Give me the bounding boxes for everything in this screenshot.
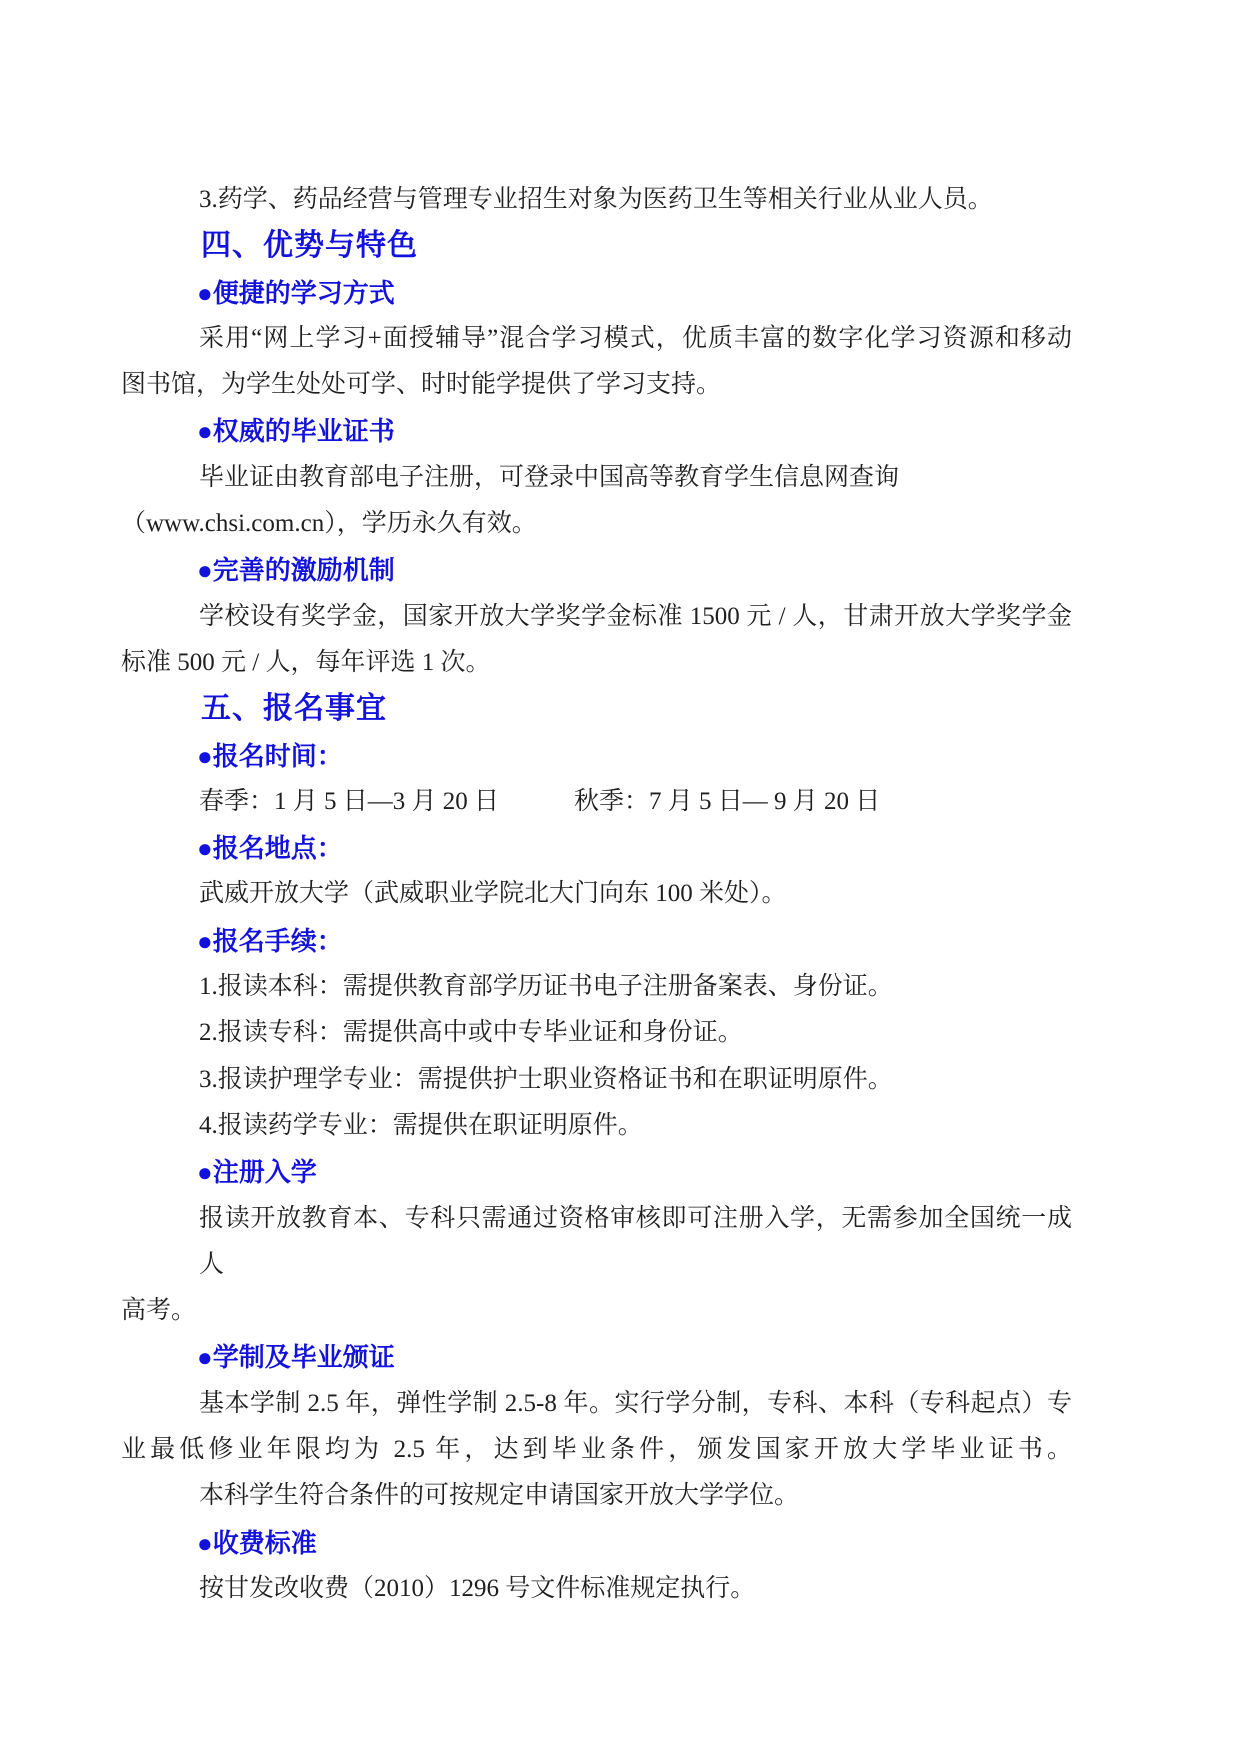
body-line-schooling-1: 基本学制 2.5 年，弹性学制 2.5-8 年。实行学分制，专科、本科（专科起点）专 [199,1389,1072,1417]
body-line-procedure-3: 3.报读护理学专业：需提供护士职业资格证书和在职证明原件。 [199,1065,893,1093]
bullet-incentive: ●完善的激励机制 [197,555,395,586]
bullet-registration-procedure: ●报名手续： [197,925,343,956]
bullet-learning-mode: ●便捷的学习方式 [197,277,395,308]
section-heading-advantages: 四、优势与特色 [201,229,418,263]
bullet-enrollment: ●注册入学 [197,1157,317,1188]
body-line-procedure-1: 1.报读本科：需提供教育部学历证书电子注册备案表、身份证。 [199,973,893,1001]
document-body [121,177,1072,1612]
body-line-degree: 本科学生符合条件的可按规定申请国家开放大学学位。 [199,1482,800,1510]
body-line-registration-address: 武威开放大学（武威职业学院北大门向东 100 米处）。 [199,880,787,908]
body-line-procedure-4: 4.报读药学专业：需提供在职证明原件。 [199,1111,643,1139]
body-line-registration-dates: 春季：1 月 5 日—3 月 20 日 秋季：7 月 5 日— 9 月 20 日 [199,787,881,815]
body-line-pharmacy-target: 3.药学、药品经营与管理专业招生对象为医药卫生等相关行业从业人员。 [199,186,993,213]
body-line-diploma-1: 毕业证由教育部电子注册，可登录中国高等教育学生信息网查询 [199,463,900,491]
section-heading-registration: 五、报名事宜 [201,692,387,726]
bullet-registration-place: ●报名地点： [197,833,343,864]
body-line-fee: 按甘发改收费（2010）1296 号文件标准规定执行。 [199,1574,756,1602]
body-line-diploma-2: （www.chsi.com.cn），学历永久有效。 [121,510,537,538]
bullet-schooling-system: ●学制及毕业颁证 [197,1342,395,1373]
bullet-diploma: ●权威的毕业证书 [197,416,395,447]
body-line-learning-mode-2: 图书馆，为学生处处可学、时时能学提供了学习支持。 [121,371,722,399]
body-line-procedure-2: 2.报读专科：需提供高中或中专毕业证和身份证。 [199,1019,743,1047]
body-line-schooling-2: 业最低修业年限均为 2.5 年，达到毕业条件，颁发国家开放大学毕业证书。 [121,1436,1072,1464]
body-line-scholarship-2: 标准 500 元 / 人，每年评选 1 次。 [121,648,491,676]
body-line-enrollment-1: 报读开放教育本、专科只需通过资格审核即可注册入学，无需参加全国统一成人 [199,1204,1072,1278]
body-line-learning-mode-1: 采用“网上学习+面授辅导”混合学习模式，优质丰富的数字化学习资源和移动 [199,324,1072,352]
bullet-registration-time: ●报名时间： [197,740,343,771]
body-line-scholarship-1: 学校设有奖学金，国家开放大学奖学金标准 1500 元 / 人，甘肃开放大学奖学金 [199,602,1072,630]
bullet-fee-standard: ●收费标准 [197,1527,317,1558]
body-line-enrollment-2: 高考。 [121,1297,197,1325]
